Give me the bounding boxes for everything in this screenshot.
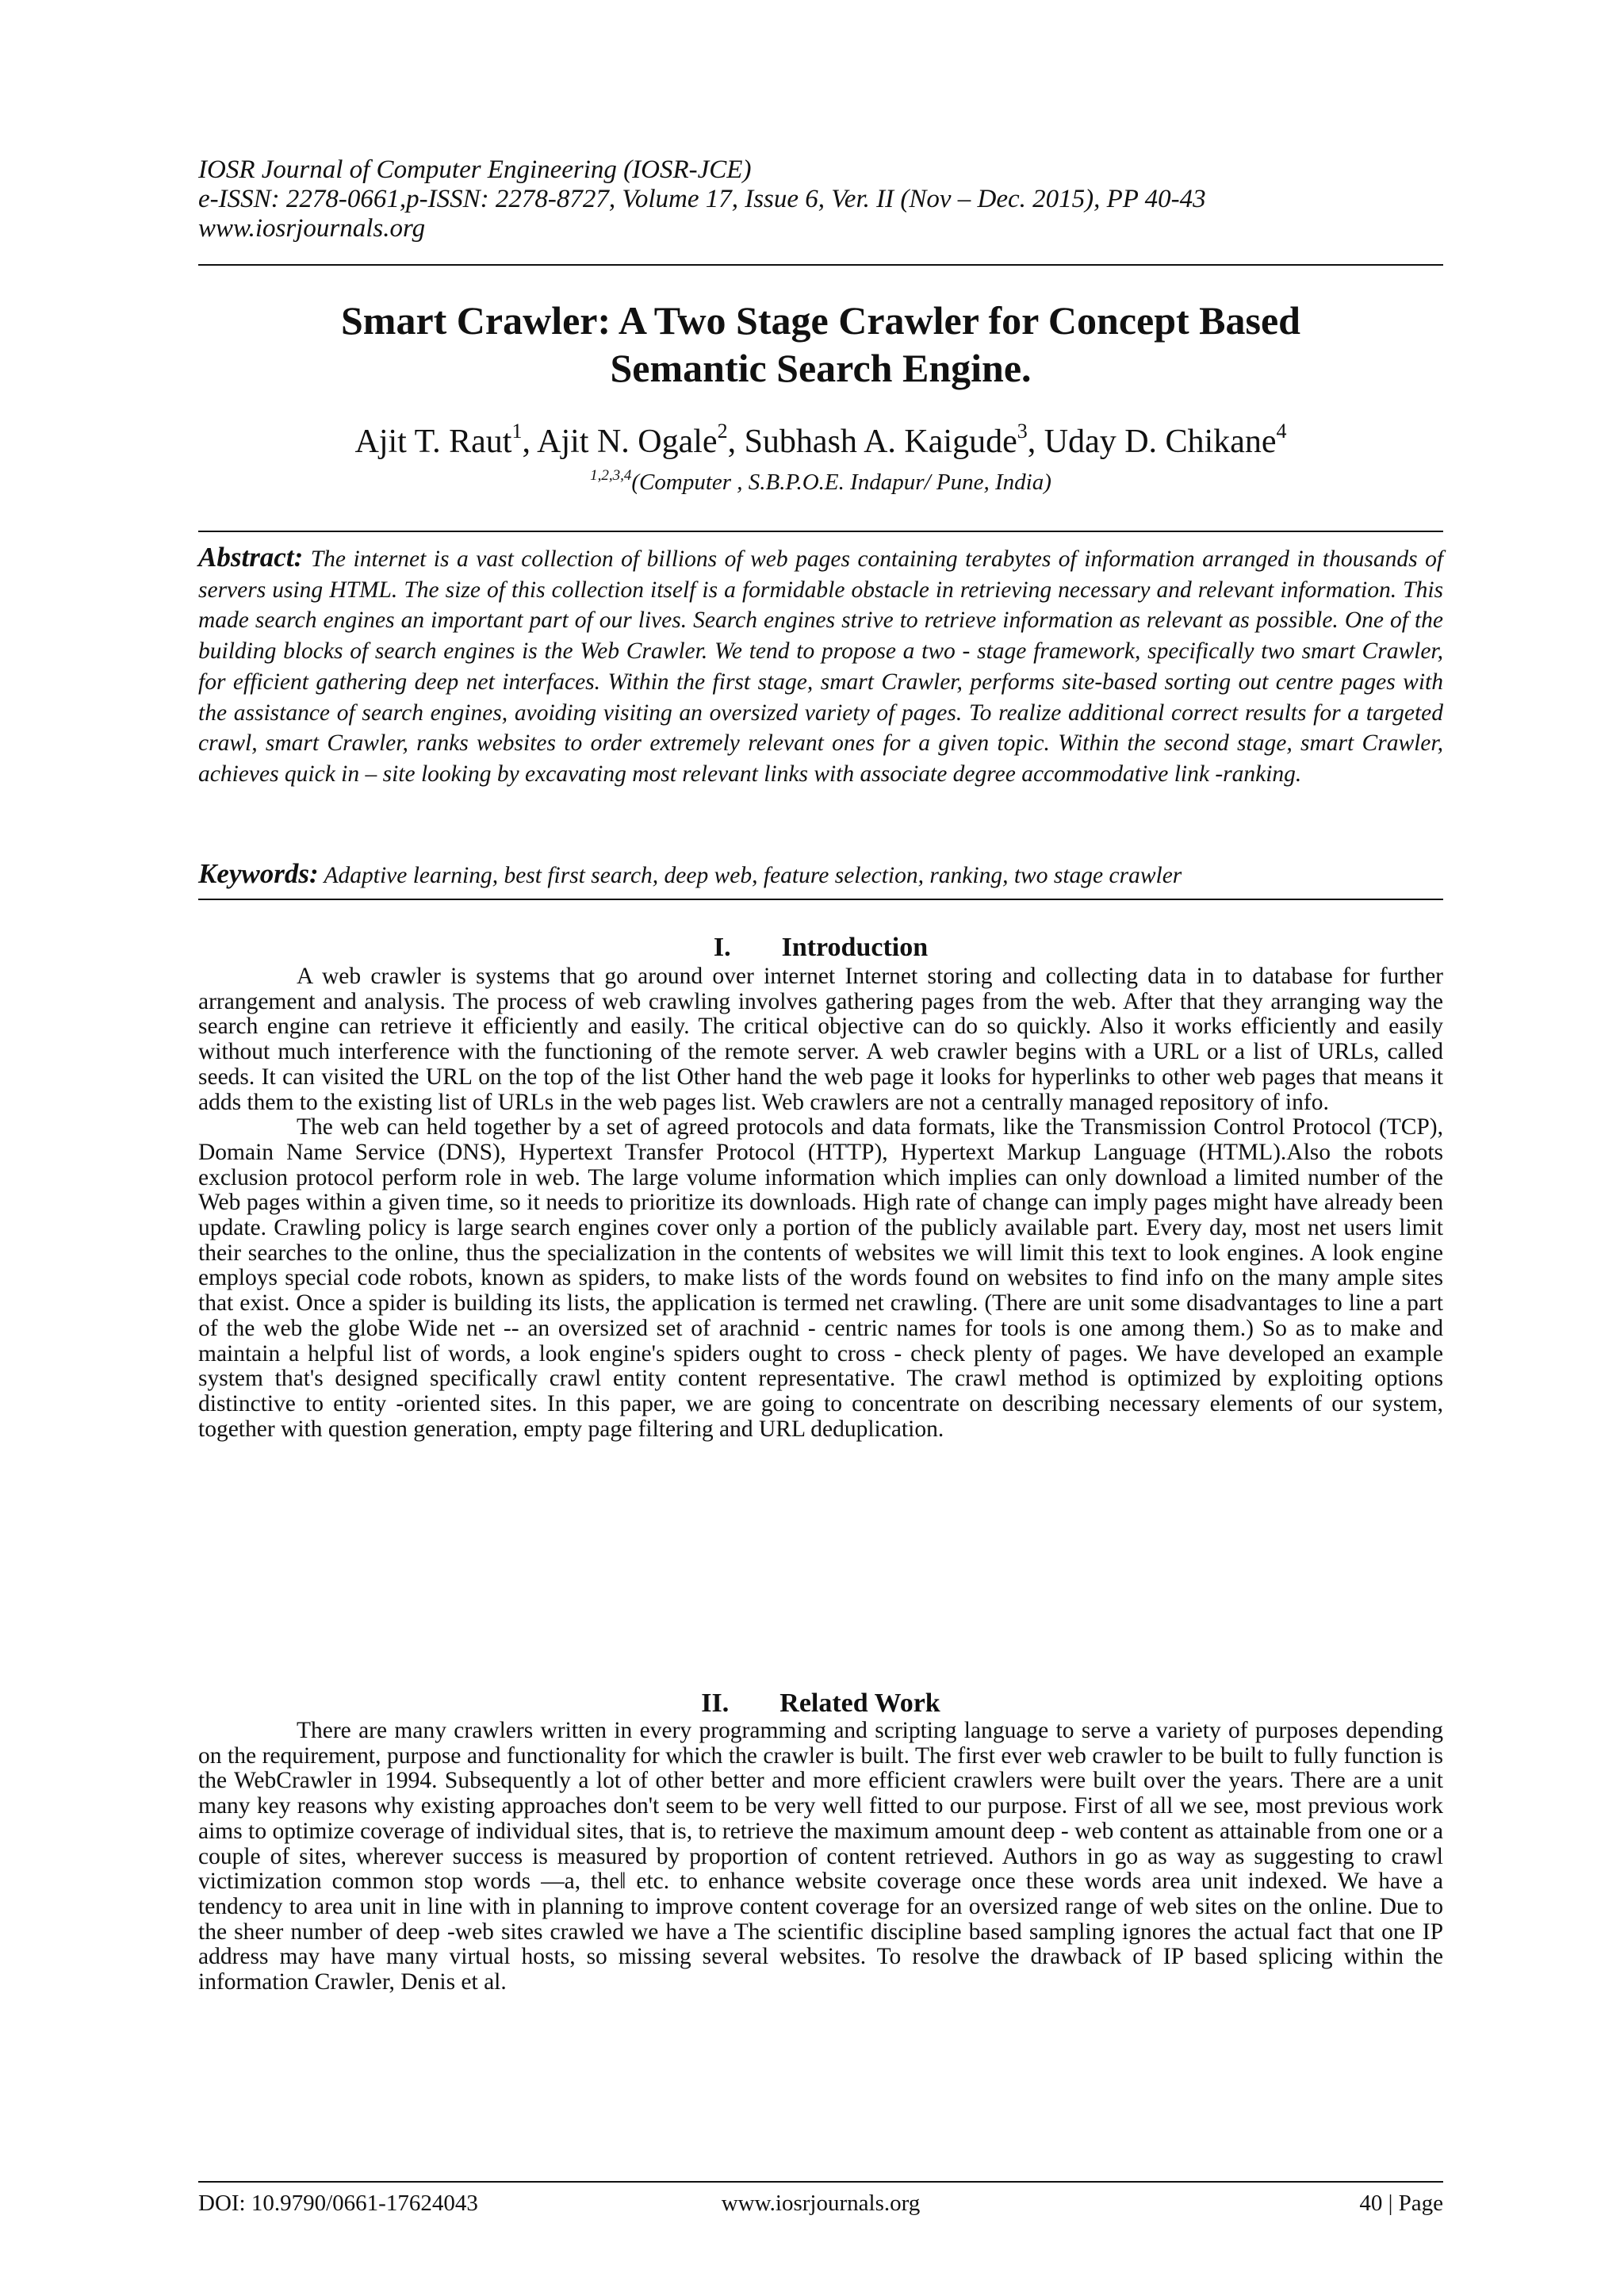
abstract-top-rule	[198, 531, 1443, 532]
abstract-label: Abstract:	[198, 542, 304, 573]
abstract	[198, 542, 1443, 790]
author-name: Subhash A. Kaigude	[744, 424, 1017, 460]
issn-line: e-ISSN: 2278-0661,p-ISSN: 2278-8727, Volume 17, Issue 6, Ver. II (Nov – Dec. 2015), PP 40-43	[198, 185, 1206, 213]
author-name: Ajit N. Ogale	[537, 424, 718, 460]
section-heading-related-work	[198, 1688, 1443, 1719]
section-title: Introduction	[781, 933, 929, 962]
title-line-2: Semantic Search Engine.	[610, 346, 1032, 390]
abstract-text: The internet is a vast collection of billions of web pages containing terabytes of information arranged in thousands of servers using HTML. The size of this collection itself is a formidable obstacle in retrieving necessary and relevant information. This made search engines an important part of our lives. Search engines strive to retrieve information as relevant as possible. One of the building blocks of search engines is the Web Crawler. We tend to propose a two - stage framework, specifically two smart Crawler, for efficient gathering deep net interfaces. Within the first stage, smart Crawler, performs site-based sorting out centre pages with the assistance of search engines, avoiding visiting an oversized variety of pages. To realize additional correct results for a targeted crawl, smart Crawler, ranks websites to order extremely relevant ones for a given topic. Within the second stage, smart Crawler, achieves quick in – site looking by excavating most relevant links with associate degree accommodative link -ranking.	[198, 546, 1444, 787]
author-superscript: 4	[1276, 420, 1287, 443]
affiliation-superscript: 1,2,3,4	[590, 467, 632, 484]
author-name: Uday D. Chikane	[1044, 424, 1277, 460]
section-title: Related Work	[779, 1688, 940, 1718]
footer-rule	[198, 2181, 1443, 2183]
paragraph: A web crawler is systems that go around over internet Internet storing and collecting data in to database for further arrangement and analysis. The process of web crawling involves gathering pages from the web. After that they arranging way the search engine can retrieve it efficiently and easily. The critical objective can do so quickly. Also it works efficiently and easily without much interference with the functioning of the remote server. A web crawler begins with a URL or a list of URLs, called seeds. It can visited the URL on the top of the list Other hand the web page it looks for hyperlinks to other web pages that means it adds them to the existing list of URLs in the web pages list. Web crawlers are not a centrally managed repository of info.	[198, 964, 1443, 1115]
affiliation	[198, 468, 1443, 496]
paragraph: The web can held together by a set of agreed protocols and data formats, like the Transmission Control Protocol (TCP), Domain Name Service (DNS), Hypertext Transfer Protocol (HTTP), Hypertext Markup Language (HTML).Also the robots exclusion protocol perform role in web. The large volume information which implies can only download a limited number of the Web pages within a given time, so it needs to prioritize its downloads. High rate of change can imply pages might have already been update. Crawling policy is large search engines cover only a portion of the publicly available part. Every day, most net users limit their searches to the online, thus the specialization in the contents of websites we will limit this text to look engines. A look engine employs special code robots, known as spiders, to make lists of the words found on websites to find info on the many ample sites that exist. Once a spider is building its lists, the application is termed net crawling. (There are unit some disadvantages to line a part of the web the globe Wide net -- an oversized set of arachnid - centric names for tools is one among them.) So as to make and maintain a helpful list of words, a look engine's spiders ought to cross - check plenty of pages. We have developed an example system that's designed specifically crawl entity content representative. The crawl method is optimized by exploiting options distinctive to entity -oriented sites. In this paper, we are going to concentrate on describing necessary elements of our system, together with question generation, empty page filtering and URL deduplication.	[198, 1114, 1443, 1442]
title-line-1: Smart Crawler: A Two Stage Crawler for Concept Based	[340, 298, 1300, 343]
footer-website: www.iosrjournals.org	[721, 2191, 921, 2216]
introduction-body	[198, 964, 1443, 1442]
footer-page-number: 40 | Page	[1359, 2191, 1443, 2216]
footer-doi: DOI: 10.9790/0661-17624043	[198, 2191, 478, 2216]
author-superscript: 3	[1017, 420, 1028, 443]
section-number: I.	[713, 933, 731, 962]
keywords-bottom-rule	[198, 899, 1443, 900]
section-number: II.	[701, 1688, 730, 1718]
author-name: Ajit T. Raut	[354, 424, 512, 460]
keywords-text: Adaptive learning, best first search, deep web, feature selection, ranking, two stage crawler	[324, 863, 1182, 888]
author-superscript: 2	[717, 420, 728, 443]
affiliation-text: (Computer , S.B.P.O.E. Indapur/ Pune, India)	[631, 470, 1051, 495]
section-heading-introduction	[198, 932, 1443, 964]
journal-header	[198, 155, 1443, 243]
related-work-body	[198, 1719, 1443, 1995]
journal-website: www.iosrjournals.org	[198, 214, 426, 243]
author-list: Ajit T. Raut$^1$, Ajit N. Ogale$^2$, Subhash A. Kaigude$^3$, Uday D. Chikane$^4$	[354, 420, 1287, 460]
keywords	[198, 858, 1443, 891]
header-rule	[198, 264, 1443, 266]
paragraph: There are many crawlers written in every programming and scripting language to serve a variety of purposes depending on the requirement, purpose and functionality for which the crawler is built. The first ever web crawler to be built to fully function is the WebCrawler in 1994. Subsequently a lot of other better and more efficient crawlers were built over the years. There are a unit many key reasons why existing approaches don't seem to be very well fitted to our purpose. First of all we see, most previous work aims to optimize coverage of individual sites, that is, to retrieve the maximum amount deep - web content as attainable from one or a couple of sites, wherever success is measured by proportion of content retrieved. Authors in go as way as suggesting to crawl victimization common stop words ―a, the‖ etc. to enhance website coverage once these words area unit indexed. We have a tendency to area unit in line with in planning to improve content coverage for an oversized range of web sites on the online. Due to the sheer number of deep -web sites crawled we have a The scientific discipline based sampling ignores the actual fact that one IP address may have many virtual hosts, so missing several websites. To resolve the drawback of IP based splicing within the information Crawler, Denis et al.	[198, 1718, 1443, 1995]
paper-title	[198, 297, 1443, 392]
paper-page	[198, 0, 1443, 2296]
keywords-label: Keywords:	[198, 858, 319, 889]
journal-name: IOSR Journal of Computer Engineering (IOSR-JCE)	[198, 155, 752, 184]
author-superscript: 1	[511, 420, 523, 443]
